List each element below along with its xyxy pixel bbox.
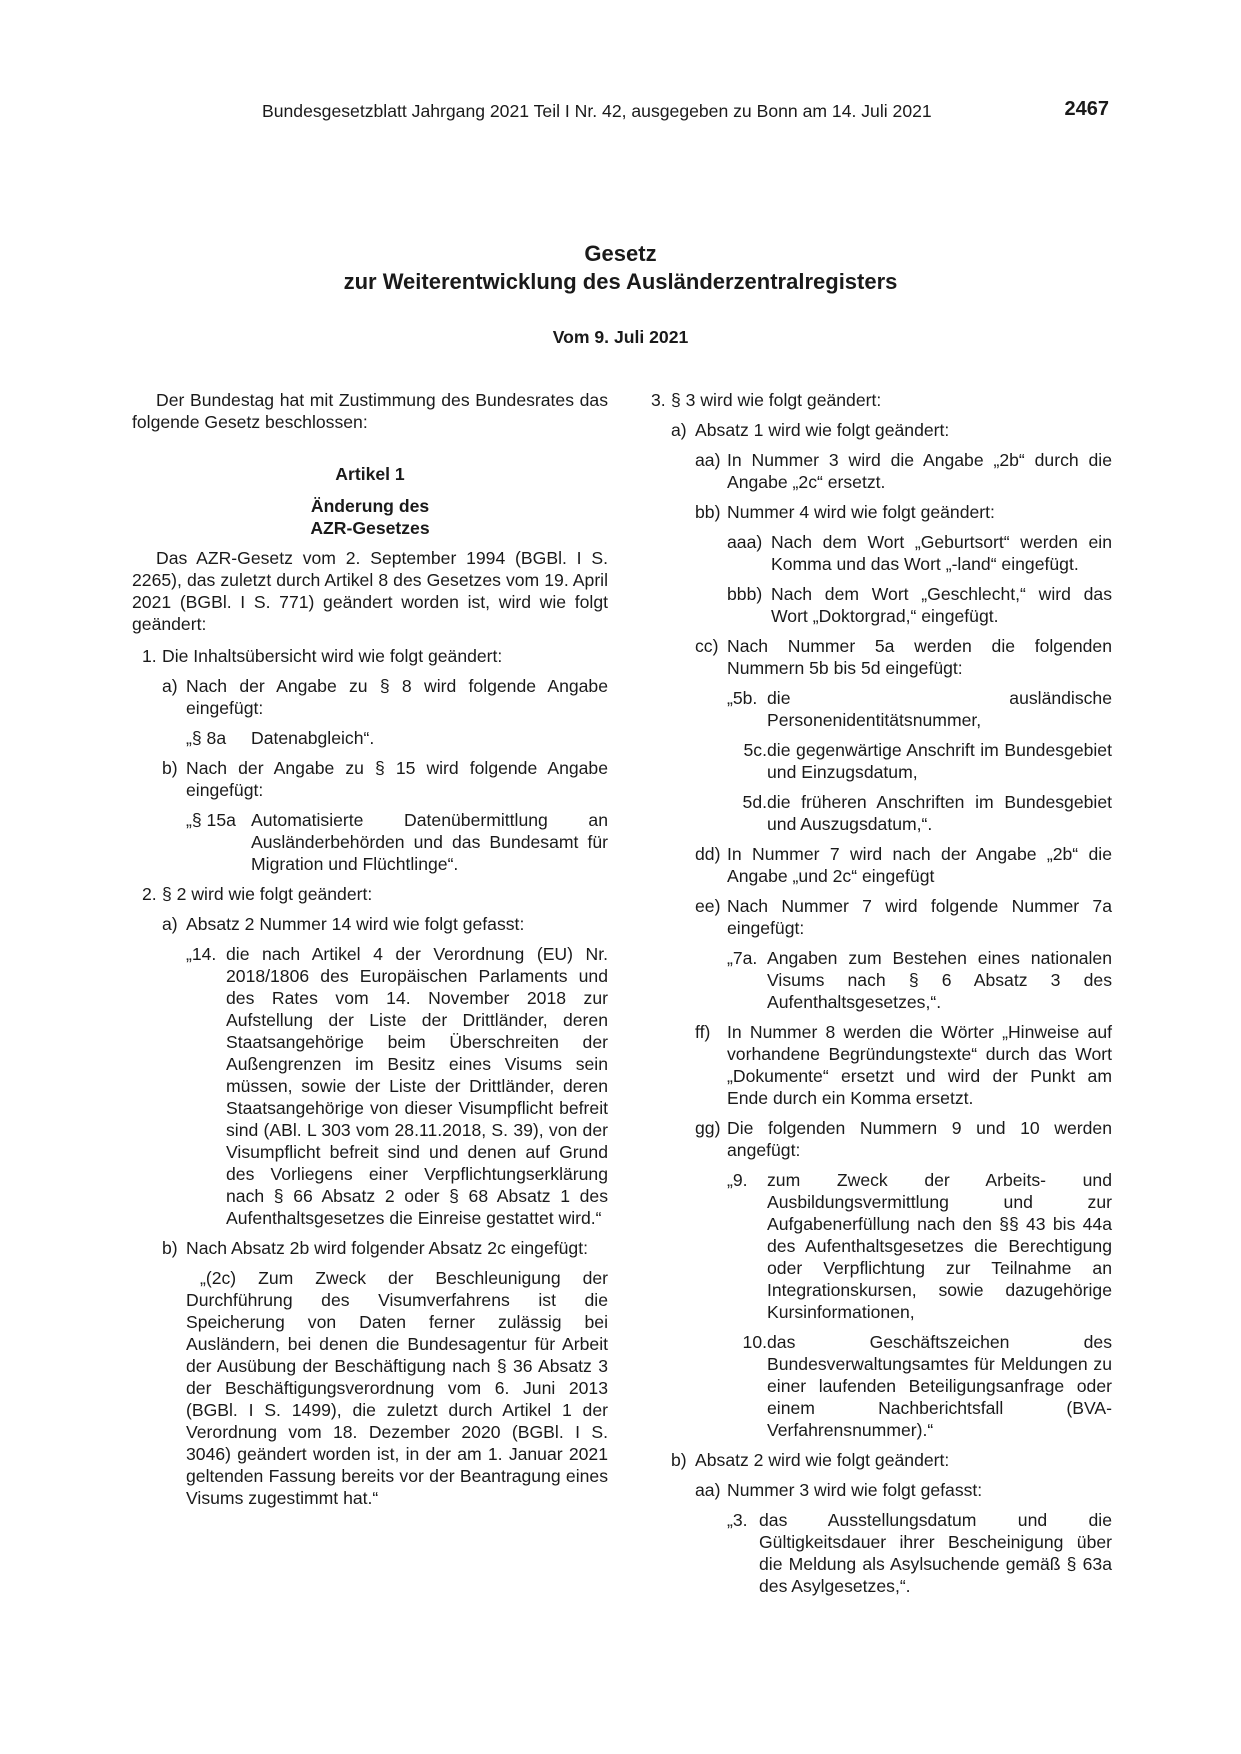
quoted-entry-text: die ausländische Personenidentitätsnummer, [767,688,1112,730]
list-item-letter: aaa) [727,532,763,552]
list-item-3b-aa [651,1479,1112,1501]
list-item-letter: bb) [695,502,721,522]
list-item-text: Nach Absatz 2b wird folgender Absatz 2c eingefügt: [186,1238,588,1258]
list-item-text: Nummer 4 wird wie folgt geändert: [727,502,995,522]
quoted-entry-label: „§ 15a [186,810,236,830]
quoted-entry-14 [132,943,608,1229]
list-item-letter: a) [162,676,178,696]
artikel-heading: Artikel 1 [335,464,405,484]
quoted-entry-text: das Ausstellungsdatum und die Gültigkeitsdauer ihrer Bescheinigung über die Meldung als Asylsuchende gemäß § 63a des Asylgesetzes,“. [759,1510,1112,1596]
list-item-letter: ff) [695,1022,711,1042]
list-item-letter: cc) [695,636,719,656]
quoted-entry-5d [651,791,1112,835]
quoted-entry-8a [132,727,608,749]
quoted-entry-label: 10. [742,1332,767,1352]
list-item-text: Die folgenden Nummern 9 und 10 werden angefügt: [727,1118,1112,1160]
quoted-entry-text: zum Zweck der Arbeits- und Ausbildungsvermittlung und zur Aufgabenerfüllung nach den §§ 43 bis 44a des Aufenthaltsgesetzes die Berechtigung oder Verpflichtung zur Teilnahme an Integrationskursen, sowie dazugehörige Kursinformationen, [767,1170,1112,1322]
quoted-entry-label: „3. [727,1510,748,1530]
list-item-number: 2. [142,884,157,904]
list-item-text: In Nummer 3 wird die Angabe „2b“ durch die Angabe „2c“ ersetzt. [727,450,1112,492]
running-header [262,100,1109,124]
list-item-number: 1. [142,646,157,666]
list-item-3a-bb-aaa [651,531,1112,575]
law-title-line2: zur Weiterentwicklung des Ausländerzentralregisters [343,269,898,294]
list-item-3 [651,389,1112,411]
list-item-text: Nach der Angabe zu § 15 wird folgende Angabe eingefügt: [186,758,608,800]
list-item-3a-ee [651,895,1112,939]
quoted-entry-text: Angaben zum Bestehen eines nationalen Visums nach § 6 Absatz 3 des Aufenthaltsgesetzes,“. [767,948,1112,1012]
list-item-text: Nach dem Wort „Geschlecht,“ wird das Wort „Doktorgrad,“ eingefügt. [771,584,1112,626]
quoted-entry-text: Datenabgleich“. [251,728,375,748]
law-title-line1: Gesetz [584,241,657,266]
list-item-letter: b) [162,1238,178,1258]
list-item-letter: a) [162,914,178,934]
quoted-entry-text: die gegenwärtige Anschrift im Bundesgebiet und Einzugsdatum, [767,740,1112,782]
quoted-entry-text: Automatisierte Datenübermittlung an Ausländerbehörden und das Bundesamt für Migration und Flüchtlinge“. [251,810,608,874]
quoted-entry-5c [651,739,1112,783]
list-item-text: § 3 wird wie folgt geändert: [671,390,882,410]
quoted-entry-text: die früheren Anschriften im Bundesgebiet und Auszugsdatum,“. [767,792,1112,834]
artikel-subtitle-1: Änderung des [310,496,430,516]
list-item-2 [132,883,608,905]
list-item-text: Absatz 2 Nummer 14 wird wie folgt gefasst: [186,914,525,934]
list-item-1a [132,675,608,719]
list-item-3a-bb [651,501,1112,523]
list-item-letter: aa) [695,1480,721,1500]
list-item-3a-cc [651,635,1112,679]
quoted-entry-label: „§ 8a [186,728,227,748]
preamble: Der Bundestag hat mit Zustimmung des Bundesrates das folgende Gesetz beschlossen: [132,390,608,432]
running-head-text: Bundesgesetzblatt Jahrgang 2021 Teil I Nr. 42, ausgegeben zu Bonn am 14. Juli 2021 [262,101,932,121]
list-item-text: In Nummer 8 werden die Wörter „Hinweise auf vorhandene Begründungstexte“ durch das Wort „Dokumente“ ersetzt und wird der Punkt am Ende durch ein Komma ersetzt. [727,1022,1112,1108]
list-item-letter: dd) [695,844,721,864]
list-item-1b [132,757,608,801]
list-item-text: Nach Nummer 5a werden die folgenden Nummern 5b bis 5d eingefügt: [727,636,1112,678]
right-column [651,389,1112,1597]
artikel-intro-paragraph: Das AZR-Gesetz vom 2. September 1994 (BGBl. I S. 2265), das zuletzt durch Artikel 8 des Gesetzes vom 19. April 2021 (BGBl. I S. 771) geändert worden ist, wird wie folgt geändert: [132,548,608,634]
list-item-letter: aa) [695,450,721,470]
list-item-2a [132,913,608,935]
list-item-text: Die Inhaltsübersicht wird wie folgt geändert: [162,646,503,666]
list-item-text: Absatz 2 wird wie folgt geändert: [695,1450,950,1470]
list-item-text: Absatz 1 wird wie folgt geändert: [695,420,950,440]
list-item-number: 3. [651,390,666,410]
quoted-paragraph-2c: „(2c) Zum Zweck der Beschleunigung der Durchführung des Visumverfahrens ist die Speicherung von Daten ferner zulässig bei Ausländern, bei denen die Bundesagentur für Arbeit der Ausübung der Beschäftigung nach § 36 Absatz 3 der Beschäftigungsverordnung vom 6. Juni 2013 (BGBl. I S. 1499), die zuletzt durch Artikel 1 der Verordnung vom 18. Dezember 2020 (BGBl. I S. 3046) geändert worden ist, in der am 1. Januar 2021 geltenden Fassung bereits vor der Beantragung eines Visums zugestimmt hat.“ [186,1268,608,1508]
list-item-3a-ff [651,1021,1112,1109]
quoted-entry-label: „9. [727,1170,748,1190]
quoted-entry-text: das Geschäftszeichen des Bundesverwaltungsamtes für Meldungen zu einer laufenden Beteiligungsanfrage oder einem Nachberichtsfall (BVA-Verfahrensnummer).“ [767,1332,1112,1440]
list-item-1 [132,645,608,667]
list-item-letter: b) [162,758,178,778]
list-item-3a-bb-bbb [651,583,1112,627]
list-item-letter: a) [671,420,687,440]
list-item-text: Nach Nummer 7 wird folgende Nummer 7a eingefügt: [727,896,1112,938]
list-item-text: Nach dem Wort „Geburtsort“ werden ein Komma und das Wort „-land“ eingefügt. [771,532,1112,574]
left-column [132,389,608,1509]
quoted-entry-15a [132,809,608,875]
list-item-3a-gg [651,1117,1112,1161]
list-item-letter: bbb) [727,584,763,604]
law-date: Vom 9. Juli 2021 [552,327,689,347]
list-item-text: Nach der Angabe zu § 8 wird folgende Angabe eingefügt: [186,676,608,718]
quoted-entry-9 [651,1169,1112,1323]
quoted-entry-label: „7a. [727,948,758,968]
quoted-entry-label: „5b. [727,688,758,708]
list-item-text: § 2 wird wie folgt geändert: [162,884,373,904]
list-item-letter: ee) [695,896,721,916]
page-number: 2467 [1064,98,1109,120]
quoted-entry-label: 5d. [742,792,767,812]
quoted-entry-5b [651,687,1112,731]
list-item-3a-dd [651,843,1112,887]
quoted-entry-text: die nach Artikel 4 der Verordnung (EU) Nr. 2018/1806 des Europäischen Parlaments und des Rates vom 14. November 2018 zur Aufstellung der Liste der Drittländer, deren Staatsangehörige beim Überschreiten der Außengrenzen im Besitz eines Visums sein müssen, sowie der Liste der Drittländer, deren Staatsangehörige von dieser Visumpflicht befreit sind (ABl. L 303 vom 28.11.2018, S. 39), von der Visumpflicht befreit sind und denen auf Grund des Vorliegens einer Verpflichtungserklärung nach § 66 Absatz 2 oder § 68 Absatz 1 des Aufenthaltsgesetzes die Einreise gestattet wird.“ [226,944,608,1228]
list-item-3a [651,419,1112,441]
list-item-letter: gg) [695,1118,721,1138]
quoted-entry-3 [651,1509,1112,1597]
list-item-letter: b) [671,1450,687,1470]
artikel-subtitle-2: AZR-Gesetzes [310,518,430,538]
list-item-3b [651,1449,1112,1471]
quoted-entry-7a [651,947,1112,1013]
list-item-2b [132,1237,608,1259]
quoted-entry-label: 5c. [743,740,767,760]
quoted-entry-10 [651,1331,1112,1441]
list-item-text: Nummer 3 wird wie folgt gefasst: [727,1480,983,1500]
list-item-3a-aa [651,449,1112,493]
quoted-entry-label: „14. [186,944,217,964]
list-item-text: In Nummer 7 wird nach der Angabe „2b“ die Angabe „und 2c“ eingefügt [727,844,1112,886]
law-title-block [0,240,1241,348]
